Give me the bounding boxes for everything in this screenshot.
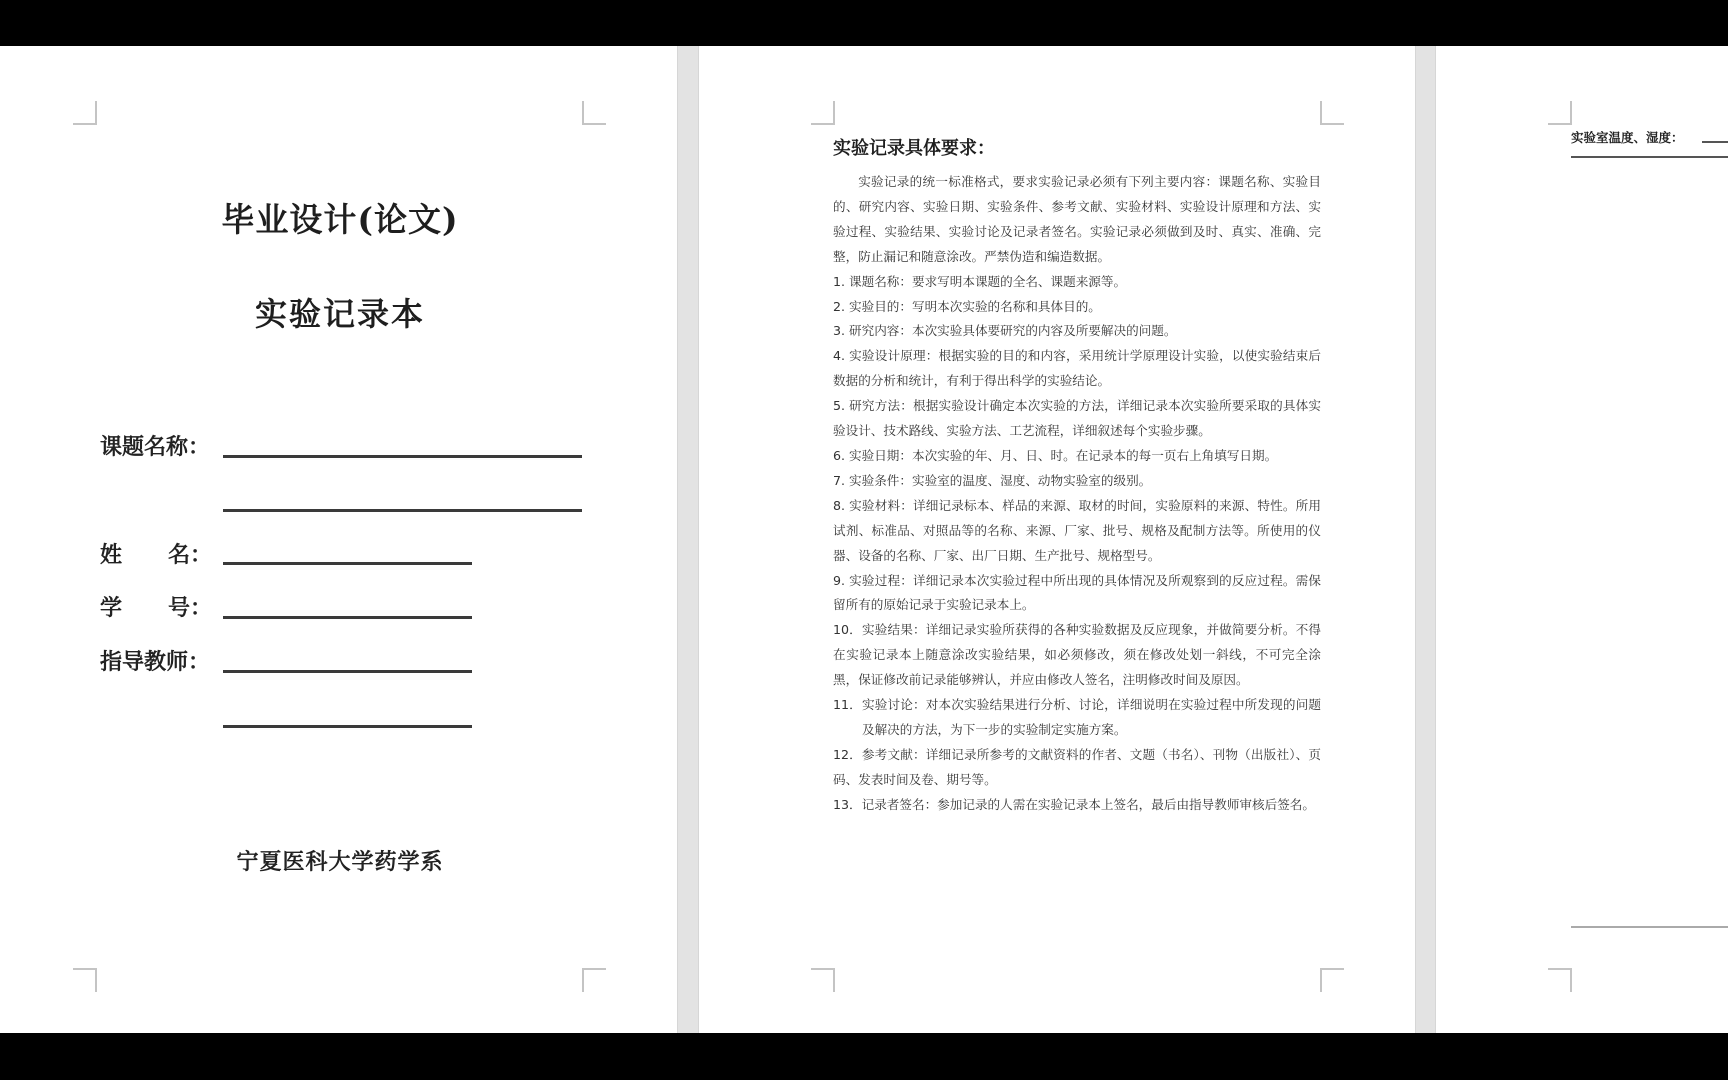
page-record xyxy=(1436,46,1728,1033)
field-label-student-id: 学 号： xyxy=(100,596,212,621)
requirement-item: 3. 研究内容：本次实验具体要研究的内容及所要解决的问题。 xyxy=(833,323,1177,339)
requirement-item: 1. 课题名称：要求写明本课题的全名、课题来源等。 xyxy=(833,273,1127,289)
margin-corner-mark xyxy=(582,101,606,125)
advisor-line-2[interactable] xyxy=(223,725,472,728)
margin-corner-mark xyxy=(1548,101,1572,125)
cover-title: 毕业设计(论文) xyxy=(221,200,459,239)
department-name: 宁夏医科大学药学系 xyxy=(236,849,444,875)
requirement-item: 7. 实验条件：实验室的温度、湿度、动物实验室的级别。 xyxy=(833,472,1152,488)
requirement-item: 2. 实验目的：写明本次实验的名称和具体目的。 xyxy=(833,298,1101,314)
margin-corner-mark xyxy=(582,968,606,992)
record-header-rule xyxy=(1571,156,1728,158)
requirement-item: 5. 研究方法：根据实验设计确定本次实验的方法，详细记录本次实验所要采取的具体实验设计、技术路线、实验方法、工艺流程，详细叙述每个实验步骤。 xyxy=(833,398,1321,439)
cover-subtitle: 实验记录本 xyxy=(254,295,425,333)
name-line[interactable] xyxy=(223,562,472,565)
requirement-item: 4. 实验设计原理：根据实验的目的和内容，采用统计学原理设计实验，以使实验结束后数据的分析和统计，有利于得出科学的实验结论。 xyxy=(833,348,1321,389)
margin-corner-mark xyxy=(73,968,97,992)
topic-line-1[interactable] xyxy=(223,455,582,458)
lab-temperature-humidity-label: 实验室温度、湿度： xyxy=(1571,130,1684,145)
field-label-topic: 课题名称： xyxy=(100,435,211,460)
record-footer-rule xyxy=(1571,926,1728,928)
page-gap xyxy=(1415,46,1436,1033)
student-id-line[interactable] xyxy=(223,616,472,619)
margin-corner-mark xyxy=(1548,968,1572,992)
margin-corner-mark xyxy=(811,101,835,125)
field-label-advisor: 指导教师： xyxy=(100,650,211,675)
advisor-line-1[interactable] xyxy=(223,670,472,673)
page-gap xyxy=(677,46,699,1033)
requirement-item: 11．实验讨论：对本次实验结果进行分析、讨论，详细说明在实验过程中所发现的问题及解决的方法，为下一步的实验制定实施方案。 xyxy=(833,697,1321,737)
margin-corner-mark xyxy=(1320,968,1344,992)
requirements-heading: 实验记录具体要求： xyxy=(833,138,995,159)
requirement-item: 8. 实验材料：详细记录标本、样品的来源、取材的时间，实验原料的来源、特性。所用试剂、标准品、对照品等的名称、来源、厂家、批号、规格及配制方法等。所使用的仪器、设备的名称、厂家、出厂日期、生产批号、规格型号。 xyxy=(833,497,1321,563)
requirement-item: 10．实验结果：详细记录实验所获得的各种实验数据及反应现象，并做简要分析。不得在实验记录本上随意涂改实验结果，如必须修改，须在修改处划一斜线，不可完全涂黑，保证修改前记录能够辨认，并应由修改人签名，注明修改时间及原因。 xyxy=(833,622,1321,688)
temperature-humidity-line[interactable] xyxy=(1702,141,1728,143)
margin-corner-mark xyxy=(811,968,835,992)
requirements-intro: 实验记录的统一标准格式，要求实验记录必须有下列主要内容：课题名称、实验目的、研究内容、实验日期、实验条件、参考文献、实验材料、实验设计原理和方法、实验过程、实验结果、实验讨论及记录者签名。实验记录必须做到及时、真实、准确、完整，防止漏记和随意涂改。严禁伪造和编造数据。 xyxy=(833,174,1321,264)
margin-corner-mark xyxy=(1320,101,1344,125)
requirement-item: 12．参考文献：详细记录所参考的文献资料的作者、文题（书名）、刊物（出版社）、页码、发表时间及卷、期号等。 xyxy=(833,746,1321,787)
margin-corner-mark xyxy=(73,101,97,125)
requirement-item: 9. 实验过程：详细记录本次实验过程中所出现的具体情况及所观察到的反应过程。需保留所有的原始记录于实验记录本上。 xyxy=(833,572,1321,613)
requirement-item: 13．记录者签名：参加记录的人需在实验记录本上签名，最后由指导教师审核后签名。 xyxy=(833,796,1315,812)
field-label-name: 姓 名： xyxy=(100,543,212,568)
requirements-body xyxy=(833,170,1321,818)
page-cover xyxy=(0,46,677,1033)
topic-line-2[interactable] xyxy=(223,509,582,512)
requirement-item: 6. 实验日期：本次实验的年、月、日、时。在记录本的每一页右上角填写日期。 xyxy=(833,447,1278,463)
document-viewport[interactable] xyxy=(0,46,1728,1033)
